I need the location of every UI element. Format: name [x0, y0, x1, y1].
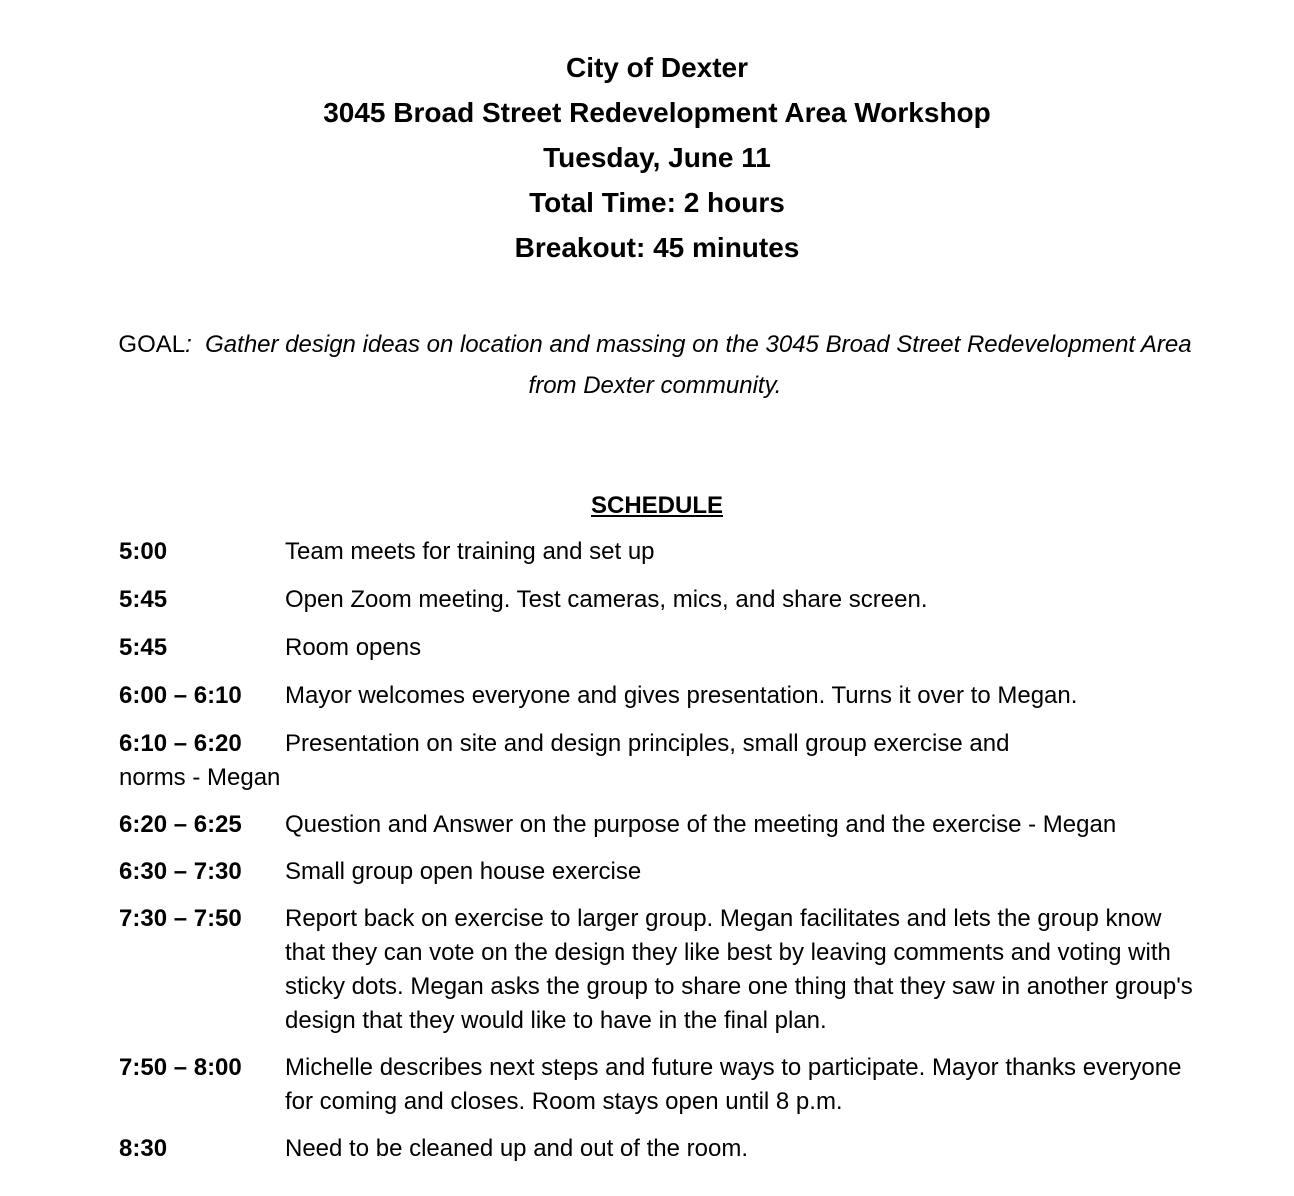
schedule-description: Team meets for training and set up — [285, 538, 655, 565]
schedule-description: Open Zoom meeting. Test cameras, mics, and share screen. — [285, 586, 928, 613]
schedule-time: 5:45 — [119, 634, 168, 661]
schedule-row — [119, 535, 1209, 569]
schedule-description: Question and Answer on the purpose of the meeting and the exercise - Megan — [285, 811, 1117, 838]
schedule-description: Room opens — [285, 634, 422, 661]
goal-statement — [100, 324, 1210, 406]
schedule-row — [119, 631, 1209, 665]
schedule-description: Small group open house exercise — [285, 858, 642, 885]
workshop-title: 3045 Broad Street Redevelopment Area Workshop — [323, 97, 991, 128]
schedule-row — [119, 902, 1209, 1038]
schedule-time: 6:10 – 6:20 — [119, 730, 242, 757]
schedule-row — [119, 679, 1209, 713]
schedule-description: Mayor welcomes everyone and gives presentation. Turns it over to Megan. — [285, 682, 1078, 709]
schedule-row — [119, 1132, 1209, 1166]
city-title: City of Dexter — [565, 52, 749, 83]
schedule-description: Presentation on site and design principles, small group exercise and norms - Megan — [119, 730, 1010, 791]
schedule-time: 6:00 – 6:10 — [119, 682, 242, 709]
schedule-heading: SCHEDULE — [590, 492, 723, 519]
schedule-time: 7:30 – 7:50 — [119, 905, 242, 932]
schedule-description: Need to be cleaned up and out of the room. — [285, 1135, 748, 1162]
schedule-description: Michelle describes next steps and future ways to participate. Mayor thanks everyone for coming and closes. Room stays open until 8 p.m. — [285, 1054, 1182, 1115]
schedule-row — [119, 808, 1209, 842]
schedule-time: 5:00 — [119, 538, 168, 565]
goal-label: GOAL — [118, 331, 186, 358]
schedule-row — [119, 1051, 1209, 1119]
schedule-time: 7:50 – 8:00 — [119, 1054, 242, 1081]
schedule-time: 5:45 — [119, 586, 168, 613]
schedule-time: 6:20 – 6:25 — [119, 811, 242, 838]
schedule-row — [119, 583, 1209, 617]
schedule-row — [119, 855, 1209, 889]
schedule-time: 8:30 — [119, 1135, 168, 1162]
goal-text: Gather design ideas on location and massing on the 3045 Broad Street Redevelopment Area from Dexter community. — [205, 331, 1192, 399]
schedule-description: Report back on exercise to larger group. Megan facilitates and lets the group know that they can vote on the design they like best by leaving comments and voting with sticky dots. Megan asks the group to share one thing that they saw in another group's design that they would like to have in the final plan. — [285, 905, 1193, 1034]
breakout-time: Breakout: 45 minutes — [514, 232, 800, 263]
goal-colon: : — [185, 331, 192, 358]
document-header — [0, 48, 1294, 273]
schedule-time: 6:30 – 7:30 — [119, 858, 242, 885]
total-time: Total Time: 2 hours — [529, 187, 785, 218]
workshop-date: Tuesday, June 11 — [543, 142, 771, 173]
schedule-row — [119, 727, 1209, 795]
